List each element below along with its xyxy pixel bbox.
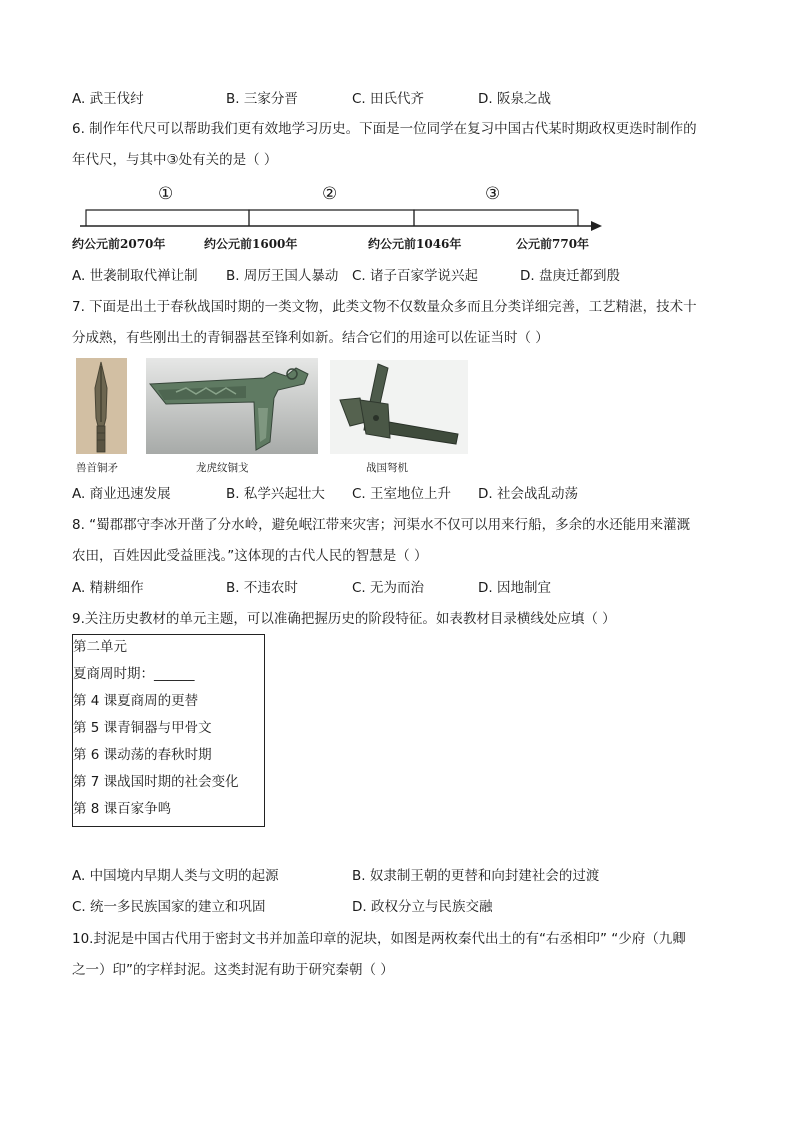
q8-option-a: A. 精耕细作 — [72, 580, 144, 596]
segment-2-bracket — [249, 210, 414, 226]
toc-unit-theme: 夏商周时期：______ — [73, 666, 195, 682]
q8-stem-line1: 8. “蜀郡郡守李冰开凿了分水岭，避免岷江带来灾害；河渠水不仅可以用来行船，多余的水还能用来灌溉 — [72, 517, 691, 533]
toc-unit-title: 第二单元 — [73, 639, 127, 655]
toc-lesson-4: 第 4 课夏商周的更替 — [73, 693, 199, 709]
q6-stem-line1: 6. 制作年代尺可以帮助我们更有效地学习历史。下面是一位同学在复习中国古代某时期政权更迭时制作的 — [72, 121, 697, 137]
segment-3-marker: ③ — [485, 184, 501, 204]
caption-halberd: 龙虎纹铜戈 — [196, 462, 249, 474]
spear-photo — [76, 358, 127, 454]
q8-option-d: D. 因地制宜 — [478, 580, 551, 596]
q6-stem-line2: 年代尺，与其中③处有关的是（ ） — [72, 152, 278, 168]
timeline-label-1600: 约公元前1600年 — [204, 237, 298, 251]
textbook-toc-box — [72, 634, 265, 827]
caption-spear: 兽首铜矛 — [76, 462, 118, 474]
segment-3-bracket — [414, 210, 578, 226]
q9-option-d: D. 政权分立与民族交融 — [352, 899, 493, 915]
q7-option-c: C. 王室地位上升 — [352, 486, 452, 502]
q10-stem-line2: 之一）印”的字样封泥。这类封泥有助于研究秦朝（ ） — [72, 962, 394, 978]
q8-option-b: B. 不违农时 — [226, 580, 298, 596]
q7-option-a: A. 商业迅速发展 — [72, 486, 171, 502]
q5-option-b: B. 三家分晋 — [226, 91, 298, 107]
timeline-label-1046: 约公元前1046年 — [368, 237, 462, 251]
q9-option-c: C. 统一多民族国家的建立和巩固 — [72, 899, 266, 915]
q9-option-b: B. 奴隶制王朝的更替和向封建社会的过渡 — [352, 868, 600, 884]
q5-option-a: A. 武王伐纣 — [72, 91, 144, 107]
caption-crossbow: 战国弩机 — [366, 462, 408, 474]
q8-option-c: C. 无为而治 — [352, 580, 425, 596]
q8-stem-line2: 农田，百姓因此受益匪浅。”这体现的古代人民的智慧是（ ） — [72, 548, 428, 564]
q6-option-c: C. 诸子百家学说兴起 — [352, 268, 479, 284]
q9-option-a: A. 中国境内早期人类与文明的起源 — [72, 868, 279, 884]
q6-option-d: D. 盘庚迁都到殷 — [520, 268, 620, 284]
crossbow-trigger-photo — [330, 360, 468, 454]
q5-option-d: D. 阪泉之战 — [478, 91, 551, 107]
q5-option-c: C. 田氏代齐 — [352, 91, 425, 107]
timeline-ruler — [72, 180, 612, 255]
timeline-label-2070: 约公元前2070年 — [72, 237, 166, 251]
q7-option-b: B. 私学兴起壮大 — [226, 486, 325, 502]
segment-1-marker: ① — [158, 184, 174, 204]
q6-option-b: B. 周厉王国人暴动 — [226, 268, 339, 284]
q7-option-d: D. 社会战乱动荡 — [478, 486, 578, 502]
q7-stem-line2: 分成熟，有些刚出土的青铜器甚至锋利如新。结合它们的用途可以佐证当时（ ） — [72, 330, 549, 346]
toc-lesson-5: 第 5 课青铜器与甲骨文 — [73, 720, 212, 736]
timeline-label-770: 公元前770年 — [516, 237, 590, 251]
segment-2-marker: ② — [322, 184, 338, 204]
q6-option-a: A. 世袭制取代禅让制 — [72, 268, 198, 284]
q9-stem: 9.关注历史教材的单元主题，可以准确把握历史的阶段特征。如表教材目录横线处应填（ ） — [72, 611, 616, 627]
segment-1-bracket — [86, 210, 249, 226]
toc-lesson-7: 第 7 课战国时期的社会变化 — [73, 774, 239, 790]
q10-stem-line1: 10.封泥是中国古代用于密封文书并加盖印章的泥块，如图是两枚秦代出土的有“右丞相印” “少府（九卿 — [72, 931, 686, 947]
arrow-head-icon — [591, 221, 602, 231]
halberd-photo — [146, 358, 318, 454]
toc-lesson-6: 第 6 课动荡的春秋时期 — [73, 747, 212, 763]
q7-stem-line1: 7. 下面是出土于春秋战国时期的一类文物，此类文物不仅数量众多而且分类详细完善，工艺精湛，技术十 — [72, 299, 697, 315]
toc-lesson-8: 第 8 课百家争鸣 — [73, 801, 172, 817]
